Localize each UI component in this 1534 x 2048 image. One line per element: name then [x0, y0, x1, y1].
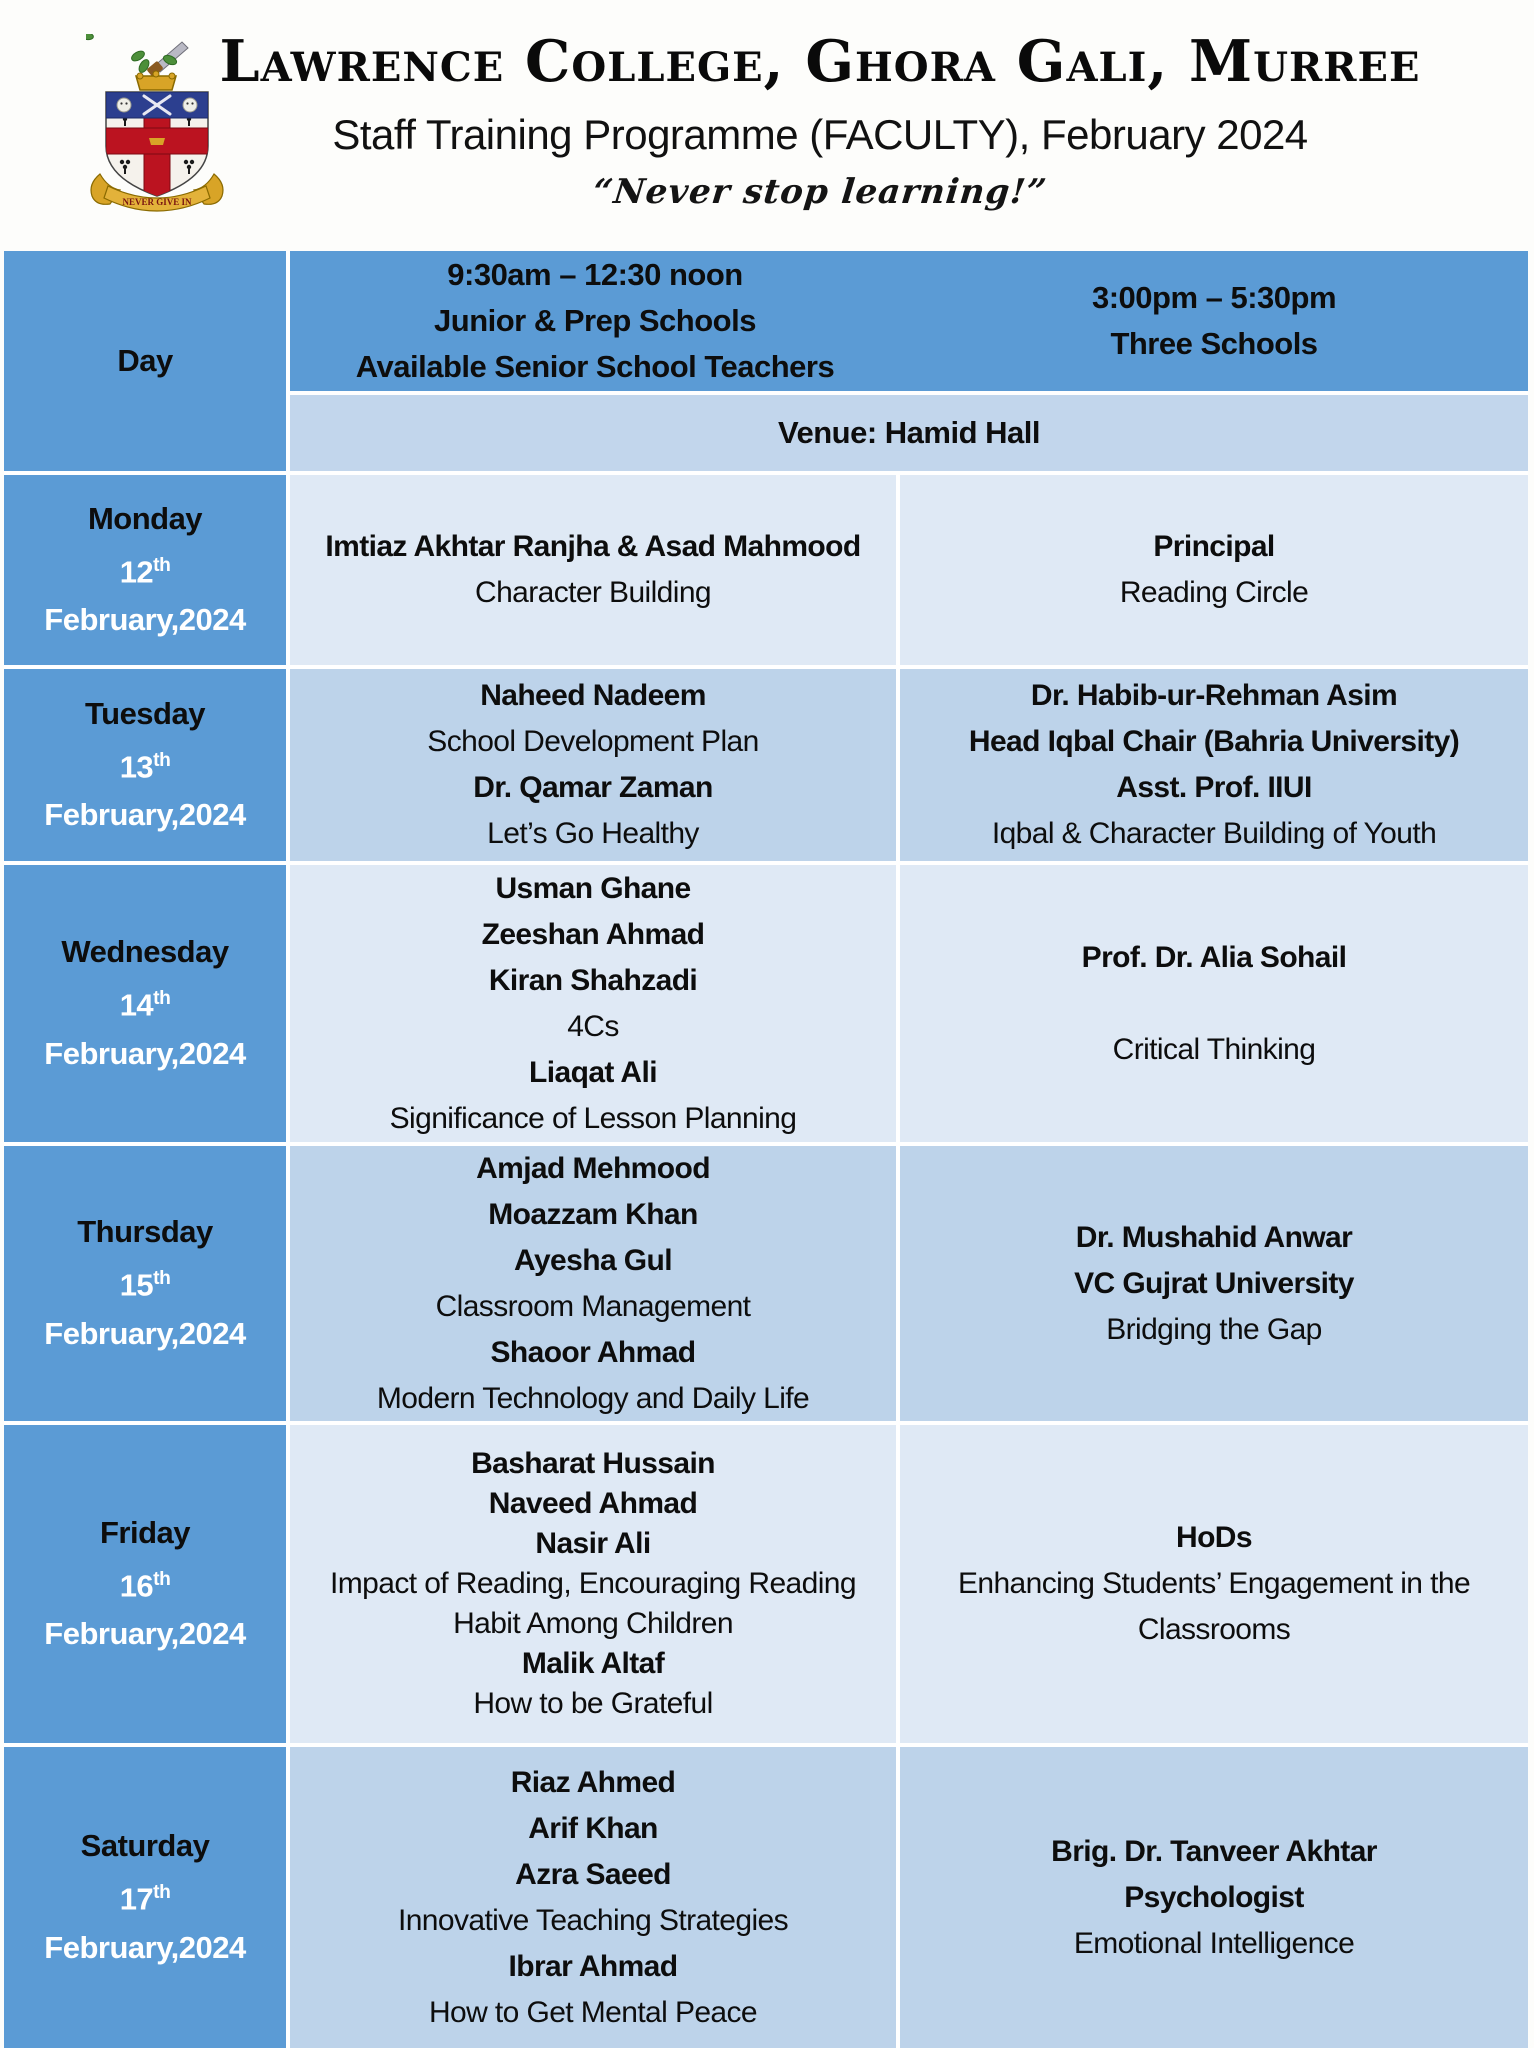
day-month: February,2024 — [44, 797, 246, 833]
morning-header-line: Junior & Prep Schools — [434, 303, 756, 338]
day-name: Saturday — [80, 1828, 210, 1864]
presenter-name: Amjad Mehmood — [476, 1151, 710, 1185]
presenter-name: Malik Altaf — [521, 1647, 665, 1680]
session-topic: Reading Circle — [1119, 576, 1309, 609]
page-header — [0, 0, 1534, 251]
presenter-name: Basharat Hussain — [471, 1447, 715, 1480]
session-topic: Modern Technology and Daily Life — [376, 1381, 810, 1415]
day-month: February,2024 — [44, 1616, 246, 1652]
afternoon-header-line: 3:00pm – 5:30pm — [1091, 280, 1337, 315]
session-topic: Enhancing Students’ Engagement in the Classrooms — [957, 1567, 1471, 1646]
presenter-name: Usman Ghane — [495, 871, 691, 905]
day-date: 14th — [119, 987, 171, 1023]
presenter-name: Imtiaz Akhtar Ranjha & Asad Mahmood — [325, 530, 861, 563]
morning-session-cell — [290, 1425, 896, 1743]
day-month: February,2024 — [44, 602, 246, 638]
session-topic: Impact of Reading, Encouraging Reading Habit Among Children — [330, 1567, 856, 1640]
afternoon-session-cell — [900, 669, 1528, 861]
presenter-name: Nasir Ali — [535, 1527, 651, 1560]
presenter-title: VC Gujrat University — [1074, 1266, 1354, 1300]
presenter-name: Brig. Dr. Tanveer Akhtar — [1051, 1834, 1377, 1868]
page-title: Lawrence College, Ghora Gali, Murree — [219, 28, 1421, 95]
afternoon-session-cell — [900, 865, 1528, 1142]
session-topic: Classroom Management — [435, 1289, 751, 1323]
session-topic: Significance of Lesson Planning — [389, 1101, 797, 1135]
page-motto: “Never stop learning!” — [591, 172, 1049, 212]
venue-label: Venue: Hamid Hall — [778, 415, 1040, 450]
page-subtitle: Staff Training Programme (FACULTY), February 2024 — [332, 111, 1308, 158]
day-date: 13th — [119, 749, 171, 785]
presenter-name: Azra Saeed — [515, 1857, 671, 1891]
crest-crown-icon — [136, 71, 176, 90]
day-name: Wednesday — [61, 934, 229, 970]
session-topic: Character Building — [475, 576, 711, 609]
afternoon-session-cell — [900, 475, 1528, 665]
day-name: Thursday — [77, 1214, 213, 1250]
presenter-title: Asst. Prof. IIUI — [1116, 771, 1312, 804]
presenter-name: Shaoor Ahmad — [490, 1335, 696, 1369]
presenter-name: Dr. Qamar Zaman — [473, 771, 713, 804]
presenter-name: Moazzam Khan — [488, 1197, 698, 1231]
day-cell — [4, 1425, 286, 1743]
presenter-name: Arif Khan — [528, 1811, 658, 1845]
day-cell — [4, 865, 286, 1142]
afternoon-header-line: Three Schools — [1110, 326, 1318, 361]
day-month: February,2024 — [44, 1035, 246, 1071]
day-header-label: Day — [117, 343, 173, 378]
college-crest-logo — [86, 34, 228, 222]
crest-shield-icon — [106, 92, 208, 202]
column-header-morning — [290, 251, 900, 391]
morning-header-line: Available Senior School Teachers — [355, 349, 835, 384]
day-date: 16th — [119, 1568, 171, 1604]
presenter-name: Zeeshan Ahmad — [481, 917, 705, 951]
session-topic: Innovative Teaching Strategies — [397, 1903, 789, 1937]
presenter-name: Liaqat Ali — [529, 1055, 657, 1089]
presenter-name: Naveed Ahmad — [488, 1487, 698, 1520]
presenter-name: Prof. Dr. Alia Sohail — [1081, 940, 1347, 974]
presenter-name: Ibrar Ahmad — [508, 1949, 678, 1983]
session-topic: Iqbal & Character Building of Youth — [991, 817, 1437, 850]
morning-session-cell — [290, 475, 896, 665]
day-name: Friday — [99, 1514, 191, 1550]
day-month: February,2024 — [44, 1315, 246, 1351]
session-topic: Let’s Go Healthy — [487, 817, 699, 850]
day-cell — [4, 475, 286, 665]
session-topic: 4Cs — [567, 1009, 619, 1043]
crest-motto-text: NEVER GIVE IN — [122, 197, 192, 207]
session-topic: Emotional Intelligence — [1073, 1926, 1355, 1960]
day-date: 12th — [119, 554, 171, 590]
session-topic: Critical Thinking — [1112, 1032, 1316, 1066]
session-topic: How to be Grateful — [473, 1687, 713, 1720]
morning-session-cell — [290, 1747, 896, 2048]
day-cell — [4, 669, 286, 861]
venue-row — [290, 395, 1528, 471]
morning-session-cell — [290, 865, 896, 1142]
column-header-sessions — [290, 251, 1528, 391]
day-cell — [4, 1747, 286, 2048]
morning-session-cell — [290, 669, 896, 861]
day-date: 17th — [119, 1881, 171, 1917]
presenter-name: Riaz Ahmed — [510, 1765, 676, 1799]
day-name: Monday — [87, 500, 203, 536]
column-header-afternoon — [900, 251, 1528, 391]
presenter-name: Naheed Nadeem — [480, 679, 706, 712]
morning-header-line: 9:30am – 12:30 noon — [447, 257, 743, 292]
presenter-name: HoDs — [1176, 1521, 1252, 1554]
session-topic: How to Get Mental Peace — [428, 1995, 758, 2029]
morning-session-cell — [290, 1146, 896, 1421]
afternoon-session-cell — [900, 1747, 1528, 2048]
presenter-name: Ayesha Gul — [514, 1243, 672, 1277]
header-text-block — [215, 28, 1425, 212]
day-cell — [4, 1146, 286, 1421]
session-topic: School Development Plan — [427, 725, 759, 758]
presenter-name: Principal — [1153, 530, 1275, 563]
column-header-day — [4, 251, 286, 471]
day-month: February,2024 — [44, 1929, 246, 1965]
day-name: Tuesday — [85, 695, 205, 731]
spacer-line — [1210, 981, 1218, 1027]
presenter-name: Dr. Habib-ur-Rehman Asim — [1030, 679, 1398, 712]
presenter-name: Dr. Mushahid Anwar — [1075, 1220, 1353, 1254]
presenter-name: Kiran Shahzadi — [488, 963, 698, 997]
schedule-table — [4, 251, 1528, 2048]
day-date: 15th — [119, 1267, 171, 1303]
session-topic: Bridging the Gap — [1106, 1312, 1322, 1346]
presenter-title: Head Iqbal Chair (Bahria University) — [968, 725, 1460, 758]
presenter-title: Psychologist — [1124, 1880, 1304, 1914]
afternoon-session-cell — [900, 1146, 1528, 1421]
afternoon-session-cell — [900, 1425, 1528, 1743]
